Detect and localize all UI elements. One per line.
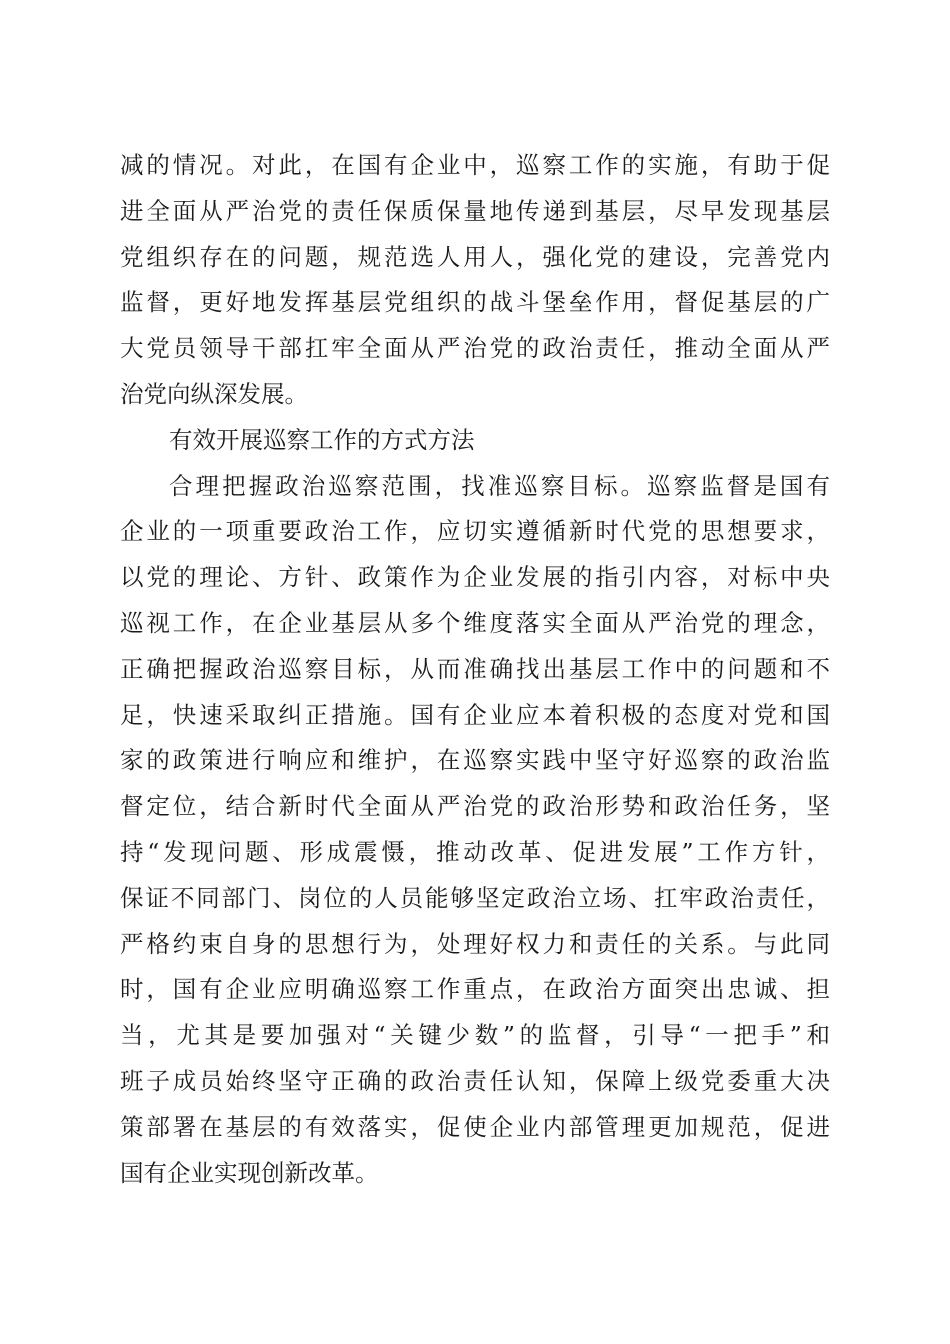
- text-line: 监督，更好地发挥基层党组织的战斗堡垒作用，督促基层的广: [120, 288, 830, 317]
- text-line: 当，尤其是要加强对“关键少数”的监督，引导“一把手”和: [120, 1021, 830, 1050]
- text-line: 严格约束自身的思想行为，处理好权力和责任的关系。与此同: [120, 929, 830, 958]
- heading-text: 有效开展巡察工作的方式方法: [169, 425, 475, 454]
- text-line: 治党向纵深发展。: [120, 379, 308, 408]
- text-line: 企业的一项重要政治工作，应切实遵循新时代党的思想要求，: [120, 517, 830, 546]
- text-line: 大党员领导干部扛牢全面从严治党的政治责任，推动全面从严: [120, 334, 830, 363]
- text-line: 督定位，结合新时代全面从严治党的政治形势和政治任务，坚: [120, 792, 830, 821]
- text-line: 班子成员始终坚守正确的政治责任认知，保障上级党委重大决: [120, 1066, 830, 1095]
- text-line: 家的政策进行响应和维护，在巡察实践中坚守好巡察的政治监: [120, 746, 830, 775]
- section-heading: [120, 418, 830, 464]
- text-line: 合理把握政治巡察范围，找准巡察目标。巡察监督是国有: [169, 471, 830, 500]
- text-line: 足，快速采取纠正措施。国有企业应本着积极的态度对党和国: [120, 700, 830, 729]
- paragraph-body: [120, 464, 830, 1197]
- text-line: 进全面从严治党的责任保质保量地传递到基层，尽早发现基层: [120, 196, 830, 225]
- text-line: 国有企业实现创新改革。: [120, 1158, 379, 1187]
- text-line: 减的情况。对此，在国有企业中，巡察工作的实施，有助于促: [120, 151, 830, 179]
- text-line: 时，国有企业应明确巡察工作重点，在政治方面突出忠诚、担: [120, 975, 830, 1004]
- paragraph-continuation: [120, 143, 830, 418]
- text-line: 保证不同部门、岗位的人员能够坚定政治立场、扛牢政治责任，: [120, 883, 830, 912]
- text-line: 巡视工作，在企业基层从多个维度落实全面从严治党的理念，: [120, 608, 830, 637]
- text-line: 党组织存在的问题，规范选人用人，强化党的建设，完善党内: [120, 242, 830, 271]
- document-page: [120, 143, 830, 1196]
- text-line: 正确把握政治巡察目标，从而准确找出基层工作中的问题和不: [120, 654, 830, 683]
- text-line: 以党的理论、方针、政策作为企业发展的指引内容，对标中央: [120, 563, 830, 592]
- text-line: 策部署在基层的有效落实，促使企业内部管理更加规范，促进: [120, 1112, 830, 1141]
- text-line: 持“发现问题、形成震慑，推动改革、促进发展”工作方针，: [120, 837, 830, 866]
